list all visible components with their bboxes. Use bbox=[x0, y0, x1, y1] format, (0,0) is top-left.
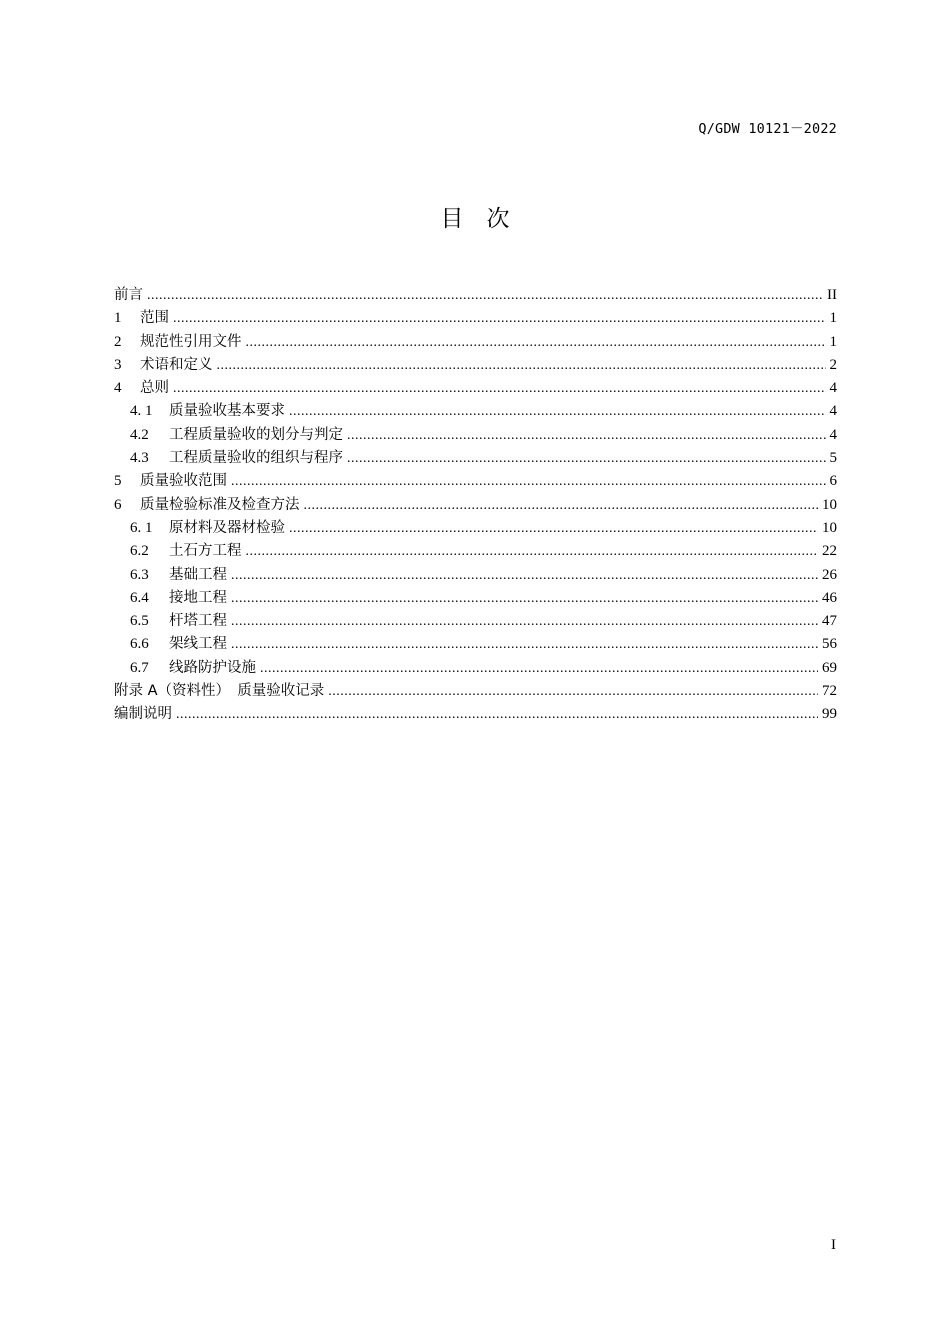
toc-entry[interactable] bbox=[114, 493, 837, 516]
page-title: 目 次 bbox=[440, 206, 510, 232]
toc-entry-page: 6 bbox=[829, 473, 837, 490]
toc-entry-number: 6 bbox=[114, 496, 122, 513]
toc-dot-leader bbox=[260, 661, 818, 677]
toc-entry-label: 质量验收范围 bbox=[140, 473, 227, 490]
toc-entry-label: 规范性引用文件 bbox=[140, 333, 242, 350]
toc-dot-leader bbox=[173, 381, 826, 397]
toc-entry-number: 2 bbox=[114, 333, 122, 350]
toc-entry-page: 69 bbox=[822, 659, 837, 676]
toc-entry[interactable] bbox=[114, 446, 837, 469]
toc-entry-number: 6.2 bbox=[130, 543, 149, 560]
toc-entry-page: 10 bbox=[822, 519, 837, 536]
toc-dot-leader bbox=[231, 614, 818, 630]
toc-entry[interactable] bbox=[114, 353, 837, 376]
toc-entry-page: 22 bbox=[822, 543, 837, 560]
toc-entry-page: 1 bbox=[829, 333, 837, 350]
toc-entry-label: 架线工程 bbox=[169, 636, 227, 653]
toc-entry-page: 56 bbox=[822, 636, 837, 653]
toc-dot-leader bbox=[347, 451, 826, 467]
toc-entry-number: 6.5 bbox=[130, 613, 149, 630]
toc-entry-page: 5 bbox=[829, 450, 837, 467]
toc-entry[interactable] bbox=[114, 376, 837, 399]
toc-entry-label: 接地工程 bbox=[169, 589, 227, 606]
toc-entry-number: 1 bbox=[114, 310, 122, 327]
toc-entry[interactable] bbox=[114, 609, 837, 632]
toc-dot-leader bbox=[147, 288, 823, 304]
toc-entry-number: 3 bbox=[114, 356, 122, 373]
toc-entry-label: 杆塔工程 bbox=[169, 613, 227, 630]
toc-entry-label: 工程质量验收的组织与程序 bbox=[169, 450, 343, 467]
toc-dot-leader bbox=[231, 474, 826, 490]
toc-entry[interactable] bbox=[114, 330, 837, 353]
toc-entry-label: 编制说明 bbox=[114, 706, 172, 723]
toc-dot-leader bbox=[304, 498, 819, 514]
toc-entry-label: 质量验收基本要求 bbox=[169, 403, 285, 420]
toc-entry-page: 47 bbox=[822, 613, 837, 630]
toc-entry-label: 术语和定义 bbox=[140, 356, 213, 373]
toc-entry-label: 范围 bbox=[140, 310, 169, 327]
toc-entry[interactable] bbox=[114, 283, 837, 306]
toc-entry-number: 4 bbox=[114, 380, 122, 397]
toc-entry-label: 基础工程 bbox=[169, 566, 227, 583]
toc-entry-page: 4 bbox=[829, 403, 837, 420]
toc-entry[interactable] bbox=[114, 516, 837, 539]
toc-entry[interactable] bbox=[114, 539, 837, 562]
toc-dot-leader bbox=[246, 544, 819, 560]
toc-entry-page: 26 bbox=[822, 566, 837, 583]
toc-entry-label: 工程质量验收的划分与判定 bbox=[169, 426, 343, 443]
toc-dot-leader bbox=[231, 591, 818, 607]
toc-entry[interactable] bbox=[114, 469, 837, 492]
toc-dot-leader bbox=[217, 358, 826, 374]
toc-dot-leader bbox=[246, 335, 826, 351]
toc-entry-label: 质量检验标准及检查方法 bbox=[140, 496, 300, 513]
toc-dot-leader bbox=[289, 521, 818, 537]
toc-entry-number: 4.3 bbox=[130, 450, 149, 467]
toc-entry-page: II bbox=[827, 287, 837, 303]
document-code: Q/GDW 10121－2022 bbox=[698, 121, 837, 137]
toc-entry-number: 6.7 bbox=[130, 659, 149, 676]
toc-entry[interactable] bbox=[114, 702, 837, 725]
toc-dot-leader bbox=[289, 404, 826, 420]
toc-entry-number: 5 bbox=[114, 473, 122, 490]
toc-entry-label: 原材料及器材检验 bbox=[169, 519, 285, 536]
toc-entry-label: 土石方工程 bbox=[169, 543, 242, 560]
toc-entry-number: 6.6 bbox=[130, 636, 149, 653]
toc-entry[interactable] bbox=[114, 306, 837, 329]
toc-entry[interactable] bbox=[114, 586, 837, 609]
toc-dot-leader bbox=[347, 428, 826, 444]
toc-entry[interactable] bbox=[114, 563, 837, 586]
toc-entry-label: 附录 A（资料性） 质量验收记录 bbox=[114, 683, 325, 700]
toc-dot-leader bbox=[176, 707, 818, 723]
toc-entry-number: 4. 1 bbox=[130, 403, 153, 420]
toc-entry-label: 线路防护设施 bbox=[169, 659, 256, 676]
toc-entry-page: 46 bbox=[822, 589, 837, 606]
toc-dot-leader bbox=[231, 568, 818, 584]
toc-entry[interactable] bbox=[114, 656, 837, 679]
toc-entry-page: 1 bbox=[829, 310, 837, 327]
toc-entry-number: 6.4 bbox=[130, 589, 149, 606]
toc-entry-label: 总则 bbox=[140, 380, 169, 397]
toc-entry-number: 6. 1 bbox=[130, 519, 153, 536]
toc-entry[interactable] bbox=[114, 423, 837, 446]
toc-entry-page: 2 bbox=[829, 356, 837, 373]
toc-entry[interactable] bbox=[114, 399, 837, 422]
toc-entry-label: 前言 bbox=[114, 287, 143, 303]
toc-dot-leader bbox=[173, 311, 826, 327]
toc-entry-number: 6.3 bbox=[130, 566, 149, 583]
toc-entry[interactable] bbox=[114, 679, 837, 702]
toc-entry-page: 4 bbox=[829, 380, 837, 397]
toc-entry-number: 4.2 bbox=[130, 426, 149, 443]
toc-dot-leader bbox=[328, 684, 818, 700]
toc-entry-page: 10 bbox=[822, 496, 837, 513]
page-number: I bbox=[831, 1237, 836, 1253]
table-of-contents bbox=[114, 283, 837, 726]
toc-entry-page: 72 bbox=[822, 683, 837, 700]
toc-dot-leader bbox=[231, 637, 818, 653]
toc-entry-page: 4 bbox=[829, 426, 837, 443]
toc-entry-page: 99 bbox=[822, 706, 837, 723]
toc-entry[interactable] bbox=[114, 632, 837, 655]
